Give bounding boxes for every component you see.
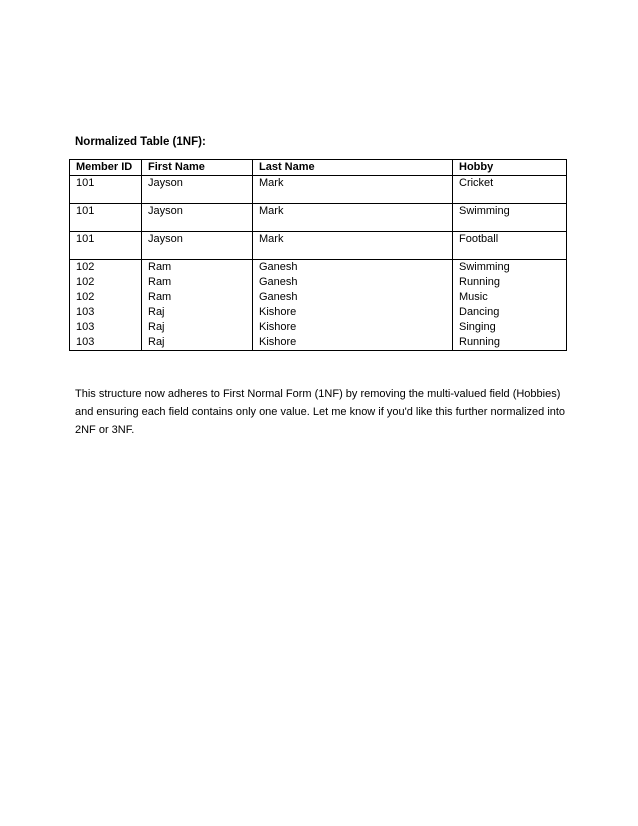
cell-last-name: Mark [253,176,453,204]
section-heading: Normalized Table (1NF): [75,136,206,148]
table-row [70,176,567,204]
table-row [70,204,567,232]
cell-hobby: Music [453,290,567,305]
cell-hobby: Running [453,275,567,290]
header-member-id: Member ID [70,160,142,176]
cell-hobby: Cricket [453,176,567,204]
header-last-name: Last Name [253,160,453,176]
cell-member-id: 102 [70,275,142,290]
cell-last-name: Mark [253,204,453,232]
cell-member-id: 102 [70,260,142,276]
cell-last-name: Kishore [253,335,453,351]
cell-hobby: Football [453,232,567,260]
cell-hobby: Swimming [453,260,567,276]
explanation-paragraph: This structure now adheres to First Normal Form (1NF) by removing the multi-valued field (Hobbies) and ensuring each field contains only one value. Let me know if you'd like this further normalized into 2NF or 3NF. [75,388,566,436]
normalized-table [69,159,567,351]
header-hobby: Hobby [453,160,567,176]
cell-first-name: Ram [142,290,253,305]
table-row [70,260,567,276]
table-header-row [70,160,567,176]
cell-last-name: Kishore [253,320,453,335]
cell-member-id: 103 [70,305,142,320]
header-first-name: First Name [142,160,253,176]
cell-last-name: Ganesh [253,290,453,305]
cell-member-id: 103 [70,320,142,335]
cell-first-name: Raj [142,335,253,351]
cell-hobby: Running [453,335,567,351]
cell-member-id: 102 [70,290,142,305]
cell-first-name: Ram [142,260,253,276]
cell-hobby: Swimming [453,204,567,232]
cell-last-name: Mark [253,232,453,260]
table-row [70,275,567,290]
cell-last-name: Kishore [253,305,453,320]
cell-member-id: 101 [70,176,142,204]
table-row [70,290,567,305]
cell-first-name: Jayson [142,232,253,260]
cell-first-name: Jayson [142,176,253,204]
table-row [70,305,567,320]
table-row [70,232,567,260]
table-row [70,335,567,351]
cell-last-name: Ganesh [253,260,453,276]
cell-hobby: Singing [453,320,567,335]
cell-first-name: Ram [142,275,253,290]
table-row [70,320,567,335]
cell-first-name: Raj [142,305,253,320]
cell-hobby: Dancing [453,305,567,320]
cell-last-name: Ganesh [253,275,453,290]
cell-member-id: 101 [70,204,142,232]
cell-member-id: 101 [70,232,142,260]
cell-first-name: Raj [142,320,253,335]
cell-first-name: Jayson [142,204,253,232]
cell-member-id: 103 [70,335,142,351]
